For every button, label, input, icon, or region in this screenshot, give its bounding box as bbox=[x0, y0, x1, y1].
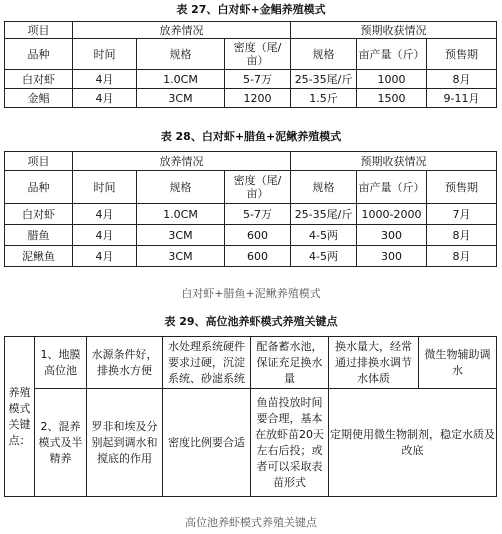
table-28-title: 表 28、白对虾+腊鱼+泥鳅养殖模式 bbox=[160, 130, 342, 143]
cell: 25-35尾/斤 bbox=[291, 204, 357, 225]
table-row bbox=[5, 89, 497, 108]
table-29-title: 表 29、高位池养虾模式养殖关键点 bbox=[164, 315, 338, 328]
cell: 3CM bbox=[137, 225, 225, 246]
header-cell: 密度（尾/亩） bbox=[225, 171, 291, 204]
header-cell: 项目 bbox=[5, 152, 73, 171]
cell: 7月 bbox=[427, 204, 497, 225]
table-row bbox=[5, 389, 497, 497]
cell: 3CM bbox=[137, 246, 225, 267]
cell: 1、地膜高位池 bbox=[35, 337, 87, 389]
header-cell: 预售期 bbox=[427, 39, 497, 70]
side-label-cell: 养殖模式关键点： bbox=[5, 337, 35, 497]
cell: 3CM bbox=[137, 89, 225, 108]
cell: 4月 bbox=[73, 246, 137, 267]
header-cell: 放养情况 bbox=[73, 22, 291, 39]
cell: 5-7万 bbox=[225, 70, 291, 89]
table-27-title: 表 27、白对虾+金鲳养殖模式 bbox=[176, 3, 326, 16]
table-row bbox=[5, 204, 497, 225]
cell: 600 bbox=[225, 246, 291, 267]
table-29-caption: 高位池养虾模式养殖关键点 bbox=[185, 516, 317, 529]
cell: 300 bbox=[357, 225, 427, 246]
cell: 1.0CM bbox=[137, 70, 225, 89]
cell: 4-5两 bbox=[291, 225, 357, 246]
cell: 300 bbox=[357, 246, 427, 267]
cell: 4-5两 bbox=[291, 246, 357, 267]
cell: 换水量大，经常通过排换水调节水体质 bbox=[329, 337, 419, 389]
header-cell: 规格 bbox=[137, 171, 225, 204]
cell: 2、混养模式及半精养 bbox=[35, 389, 87, 497]
cell: 1500 bbox=[357, 89, 427, 108]
cell: 8月 bbox=[427, 225, 497, 246]
table-row bbox=[5, 337, 497, 389]
cell: 白对虾 bbox=[5, 70, 73, 89]
cell: 微生物辅助调水 bbox=[419, 337, 497, 389]
header-cell: 预期收获情况 bbox=[291, 22, 497, 39]
cell: 定期使用微生物制剂，稳定水质及改底 bbox=[329, 389, 497, 497]
header-cell: 亩产量（斤） bbox=[357, 171, 427, 204]
cell: 8月 bbox=[427, 70, 497, 89]
cell: 泥鳅鱼 bbox=[5, 246, 73, 267]
cell: 4月 bbox=[73, 89, 137, 108]
cell: 1.5斤 bbox=[291, 89, 357, 108]
cell: 罗非和埃及分别起到调水和搅底的作用 bbox=[87, 389, 163, 497]
header-cell: 项目 bbox=[5, 22, 73, 39]
cell: 1000-2000 bbox=[357, 204, 427, 225]
header-cell: 预期收获情况 bbox=[291, 152, 497, 171]
table-28 bbox=[4, 151, 497, 267]
cell: 600 bbox=[225, 225, 291, 246]
header-cell: 密度（尾/亩） bbox=[225, 39, 291, 70]
header-cell: 规格 bbox=[137, 39, 225, 70]
table-row bbox=[5, 225, 497, 246]
table-28-caption: 白对虾+腊鱼+泥鳅养殖模式 bbox=[181, 287, 321, 300]
cell: 水处理系统硬件要求过硬，沉淀系统、砂滤系统 bbox=[163, 337, 251, 389]
header-cell: 放养情况 bbox=[73, 152, 291, 171]
header-cell: 规格 bbox=[291, 171, 357, 204]
header-cell: 品种 bbox=[5, 39, 73, 70]
cell: 白对虾 bbox=[5, 204, 73, 225]
header-cell: 时间 bbox=[73, 39, 137, 70]
cell: 金鲳 bbox=[5, 89, 73, 108]
cell: 腊鱼 bbox=[5, 225, 73, 246]
header-cell: 预售期 bbox=[427, 171, 497, 204]
cell: 4月 bbox=[73, 70, 137, 89]
cell: 25-35尾/斤 bbox=[291, 70, 357, 89]
cell: 鱼苗投放时间要合理，基本在放虾苗20天左右后投；或者可以采取表苗形式 bbox=[251, 389, 329, 497]
table-27 bbox=[4, 21, 497, 108]
table-row bbox=[5, 246, 497, 267]
cell: 1000 bbox=[357, 70, 427, 89]
header-cell: 亩产量（斤） bbox=[357, 39, 427, 70]
cell: 4月 bbox=[73, 225, 137, 246]
cell: 1200 bbox=[225, 89, 291, 108]
cell: 配备蓄水池，保证充足换水量 bbox=[251, 337, 329, 389]
cell: 4月 bbox=[73, 204, 137, 225]
cell: 9-11月 bbox=[427, 89, 497, 108]
header-cell: 规格 bbox=[291, 39, 357, 70]
header-cell: 品种 bbox=[5, 171, 73, 204]
cell: 5-7万 bbox=[225, 204, 291, 225]
cell: 8月 bbox=[427, 246, 497, 267]
table-29 bbox=[4, 336, 497, 497]
table-row bbox=[5, 70, 497, 89]
cell: 密度比例要合适 bbox=[163, 389, 251, 497]
header-cell: 时间 bbox=[73, 171, 137, 204]
cell: 水源条件好，排换水方便 bbox=[87, 337, 163, 389]
cell: 1.0CM bbox=[137, 204, 225, 225]
